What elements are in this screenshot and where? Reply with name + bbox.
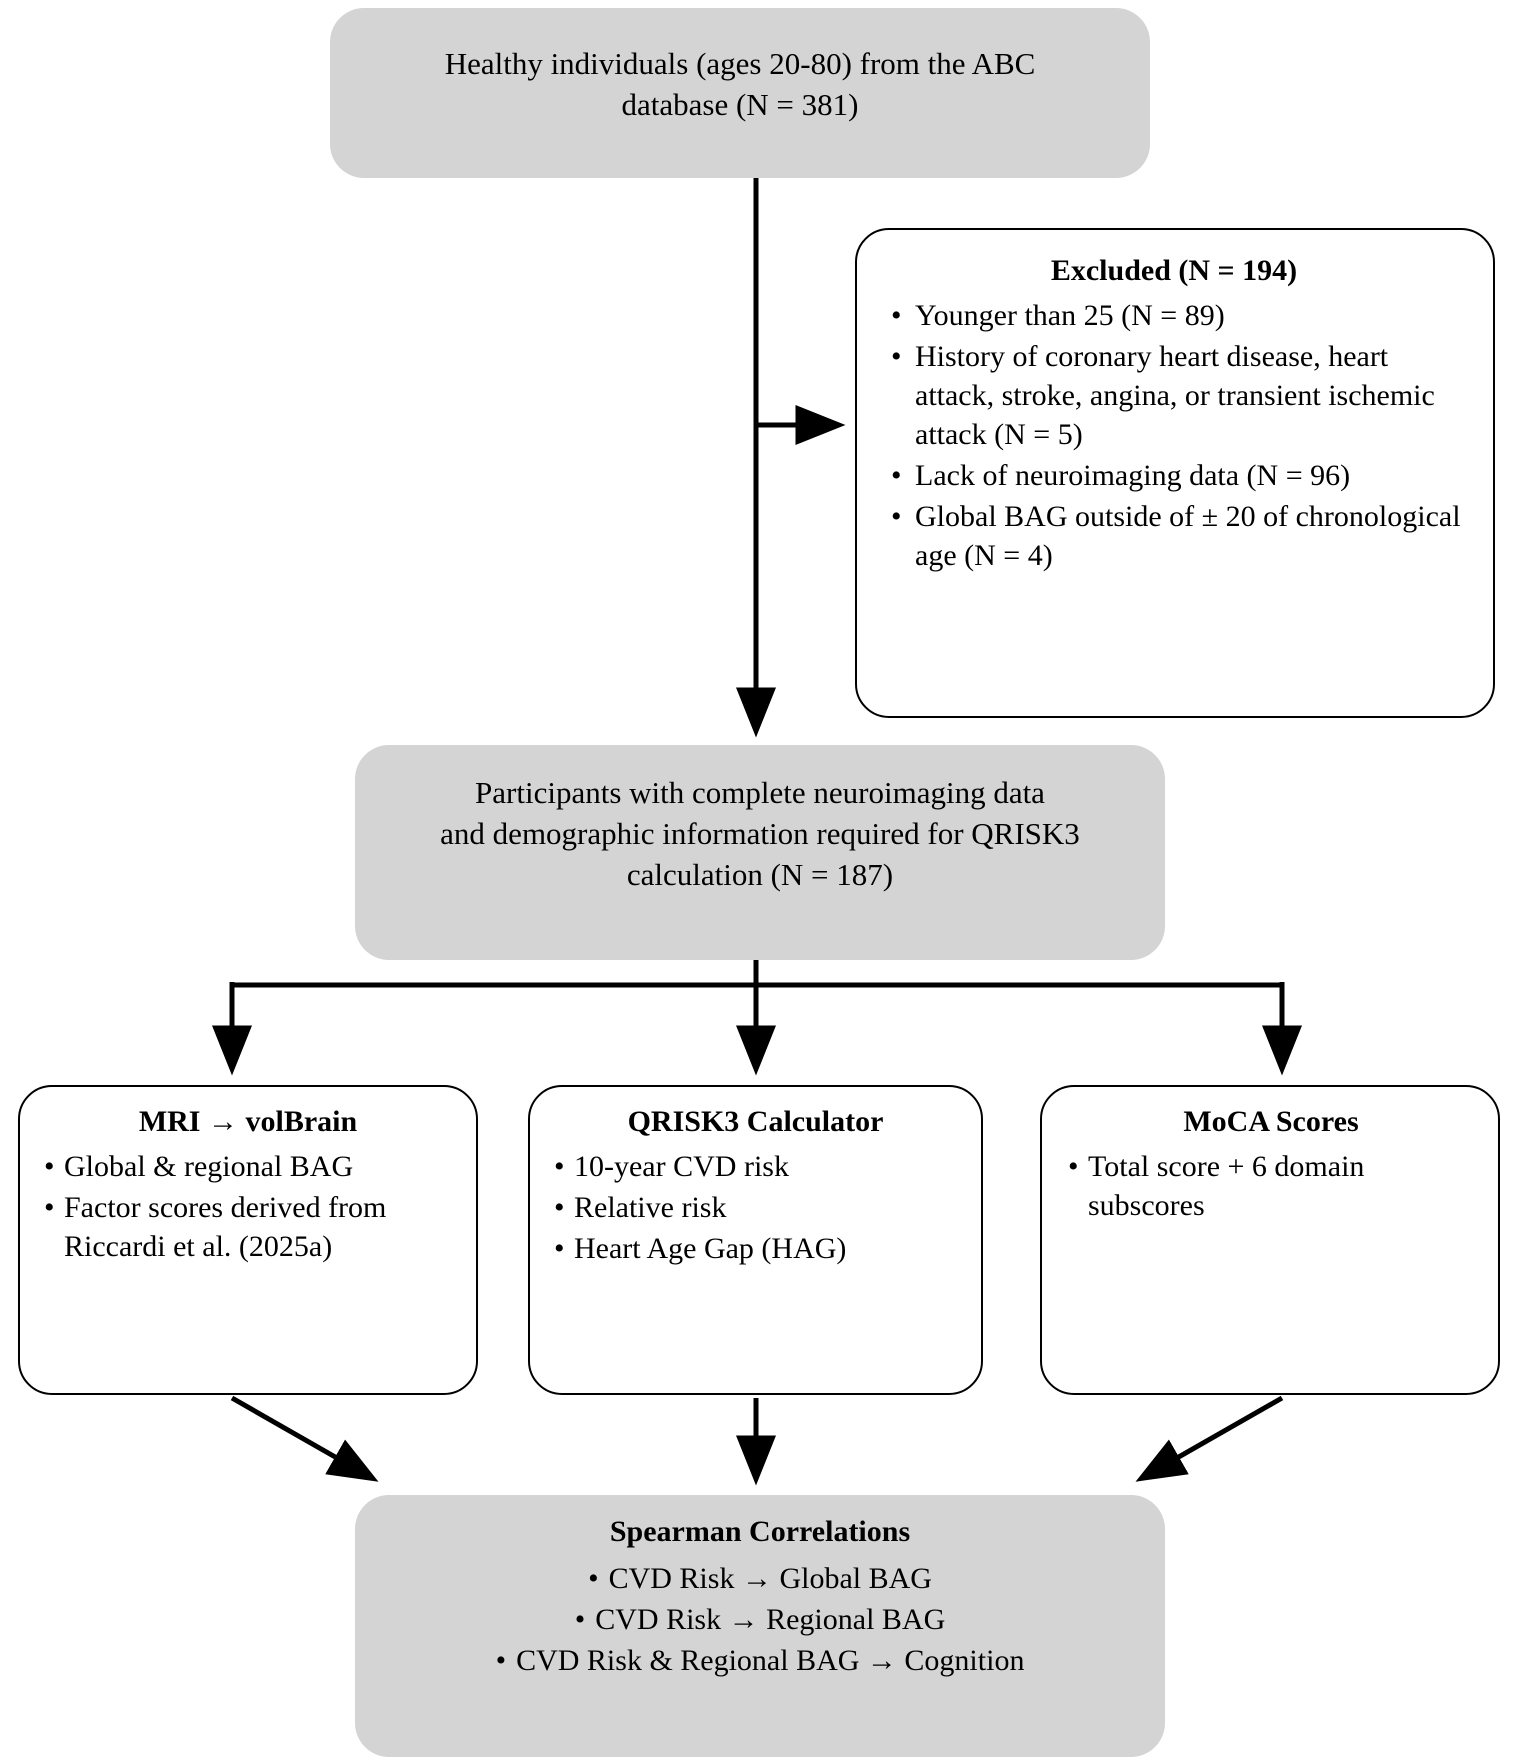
node-excluded [855, 228, 1495, 718]
qrisk-bullet: • Heart Age Gap (HAG) [548, 1229, 963, 1268]
qrisk-title: QRISK3 Calculator [627, 1105, 884, 1138]
moca-bullet: • Total score + 6 domain subscores [1062, 1147, 1480, 1225]
participants-line-2: and demographic information required for QRISK3 [440, 815, 1080, 851]
excluded-bullet: • History of coronary heart disease, heart attack, stroke, angina, or transient ischemic attack (N = 5) [885, 337, 1463, 454]
participants-line-3: calculation (N = 187) [626, 856, 894, 892]
node-moca-scores [1040, 1085, 1500, 1395]
spearman-bullet [375, 1600, 1145, 1639]
spearman-bullet-list [375, 1559, 1145, 1680]
spearman-bullet-text: • CVD Risk → Global BAG [588, 1559, 932, 1598]
spearman-title: Spearman Correlations [609, 1515, 911, 1548]
mri-bullet-list [38, 1147, 458, 1266]
excluded-bullet: • Younger than 25 (N = 89) [885, 296, 1463, 335]
spearman-bullet-text: • CVD Risk & Regional BAG → Cognition [496, 1641, 1025, 1680]
excluded-bullet-list [885, 296, 1463, 575]
connector-mri-to-spearman [232, 1398, 372, 1478]
node-qrisk3-calculator [528, 1085, 983, 1395]
connector-participants-branches [232, 960, 1282, 1068]
qrisk-bullet: • Relative risk [548, 1188, 963, 1227]
mri-title: MRI → volBrain [138, 1105, 358, 1138]
spearman-bullet [375, 1559, 1145, 1598]
node-mri-volbrain [18, 1085, 478, 1395]
moca-bullet-list [1062, 1147, 1480, 1225]
source-line-2: database (N = 381) [621, 86, 859, 122]
mri-bullet: • Global & regional BAG [38, 1147, 458, 1186]
node-spearman-correlations [355, 1495, 1165, 1757]
mri-bullet: • Factor scores derived from Riccardi et al. (2025a) [38, 1188, 458, 1266]
excluded-bullet: • Global BAG outside of ± 20 of chronological age (N = 4) [885, 497, 1463, 575]
node-source-population [330, 8, 1150, 178]
node-participants [355, 745, 1165, 960]
connector-moca-to-spearman [1142, 1398, 1282, 1478]
excluded-bullet: • Lack of neuroimaging data (N = 96) [885, 456, 1463, 495]
spearman-bullet-text: • CVD Risk → Regional BAG [575, 1600, 946, 1639]
participants-line-1: Participants with complete neuroimaging data [475, 775, 1045, 810]
qrisk-bullet: • 10-year CVD risk [548, 1147, 963, 1186]
qrisk-bullet-list [548, 1147, 963, 1268]
spearman-bullet [375, 1641, 1145, 1680]
moca-title: MoCA Scores [1183, 1105, 1359, 1138]
excluded-title: Excluded (N = 194) [1050, 254, 1298, 287]
source-line-1: Healthy individuals (ages 20-80) from the ABC [444, 46, 1036, 81]
